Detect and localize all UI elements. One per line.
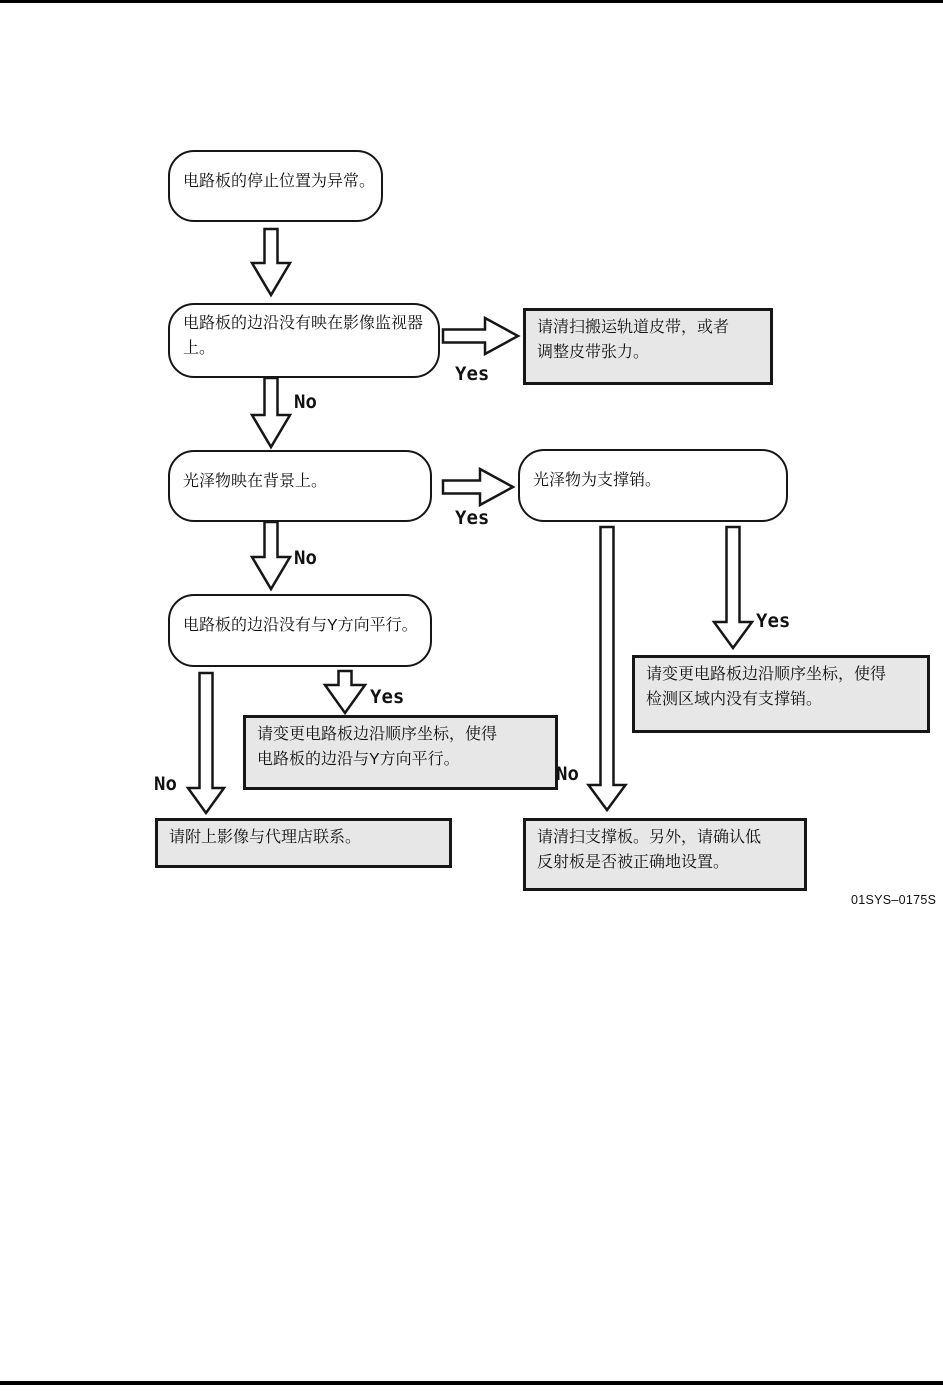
node-text-line: 检测区域内没有支撑销。 bbox=[646, 691, 823, 708]
branch-label-yes: Yes bbox=[370, 686, 405, 708]
branch-label-no: No bbox=[294, 547, 317, 569]
flow-arrow-down-icon bbox=[252, 229, 290, 295]
node-text-line: 请变更电路板边沿顺序坐标，使得 bbox=[646, 666, 887, 683]
branch-label-yes: Yes bbox=[756, 610, 791, 632]
flow-arrow-down-icon bbox=[325, 671, 365, 713]
branch-label-no: No bbox=[154, 773, 177, 795]
document-code: 01SYS–0175S bbox=[851, 893, 937, 907]
flow-arrow-down-icon bbox=[714, 527, 752, 648]
flow-node-edge-not-parallel-y bbox=[168, 594, 432, 667]
node-text-line: 电路板的边沿与Y方向平行。 bbox=[257, 751, 460, 768]
flow-arrow-down-icon bbox=[589, 527, 626, 810]
node-text-line: 光泽物为支撑销。 bbox=[533, 472, 662, 489]
branch-label-yes: Yes bbox=[455, 507, 490, 529]
node-text-line: 请清扫支撑板。另外，请确认低 bbox=[537, 829, 762, 846]
flow-arrow-down-icon bbox=[252, 522, 290, 589]
flow-arrow-down-icon bbox=[252, 378, 290, 447]
flow-action-clean-belt bbox=[523, 308, 773, 385]
node-text-line: 反射板是否被正确地设置。 bbox=[537, 854, 730, 871]
node-text-line: 调整皮带张力。 bbox=[537, 344, 650, 361]
branch-label-no: No bbox=[556, 763, 579, 785]
branch-label-no: No bbox=[294, 391, 317, 413]
node-text-line: 请附上影像与代理店联系。 bbox=[169, 829, 362, 846]
flow-action-change-coords-no-pin bbox=[632, 655, 930, 733]
node-text-line: 光泽物映在背景上。 bbox=[183, 472, 328, 490]
node-text-line: 电路板的边沿没有与Y方向平行。 bbox=[183, 617, 418, 634]
node-text-line: 电路板的停止位置为异常。 bbox=[183, 172, 376, 190]
flow-arrow-right-icon bbox=[443, 469, 513, 505]
branch-label-yes: Yes bbox=[455, 363, 490, 385]
flow-node-glossy-on-background bbox=[168, 450, 432, 522]
node-text-line: 上。 bbox=[183, 339, 216, 357]
node-text-line: 请清扫搬运轨道皮带，或者 bbox=[537, 319, 730, 336]
flow-node-edge-not-on-monitor bbox=[168, 303, 440, 378]
flow-node-glossy-is-support-pin bbox=[518, 449, 788, 522]
flow-action-clean-support-plate bbox=[523, 818, 807, 891]
node-text-line: 电路板的边沿没有映在影像监视器 bbox=[183, 314, 424, 332]
node-text-line: 请变更电路板边沿顺序坐标，使得 bbox=[257, 726, 498, 743]
flow-node-start bbox=[168, 150, 383, 222]
flow-action-contact-agency bbox=[155, 818, 452, 868]
flow-action-change-coords-parallel bbox=[243, 715, 558, 790]
flow-arrow-right-icon bbox=[443, 318, 518, 354]
flow-arrow-down-icon bbox=[188, 673, 224, 813]
